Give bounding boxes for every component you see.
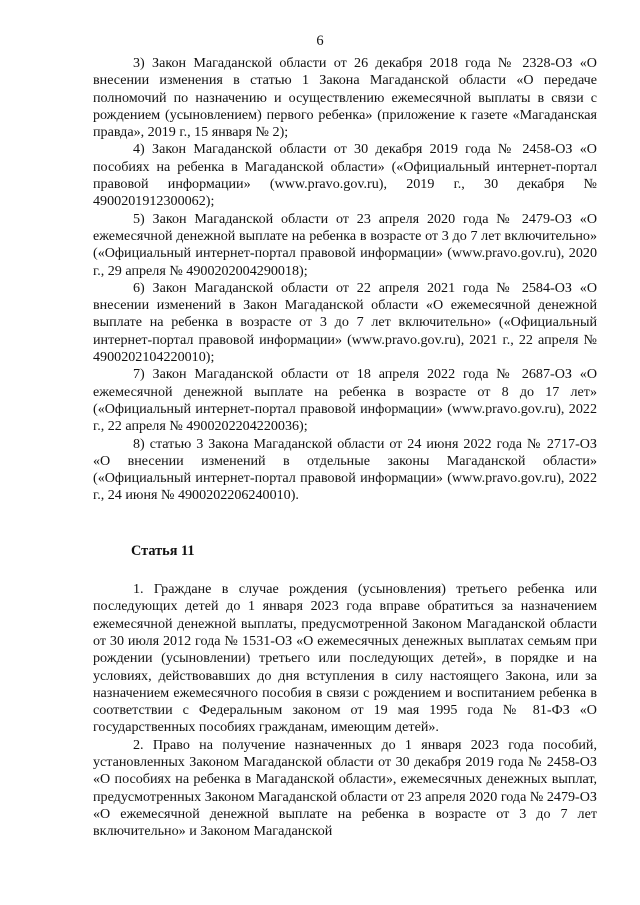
list-item: 4) Закон Магаданской области от 30 декабря 2019 года № 2458-ОЗ «О пособиях на ребенка в Магаданской области» («Официальный интернет-портал правовой информации» (www.pravo.gov.ru), 2019 г., 30 декабря № 4900201912300062); <box>93 141 597 210</box>
article-paragraph: 2. Право на получение назначенных до 1 января 2023 года пособий, установленных Законом Магаданской области от 30 декабря 2019 года № 2458-ОЗ «О пособиях на ребенка в Магаданской области», ежемесячных денежных выплат, предусмотренных Законом Магаданской области от 23 апреля 2020 года № 2479-ОЗ «О ежемесячной денежной выплате на ребенка в возрасте от 3 до 7 лет включительно» и Законом Магаданской <box>93 736 597 840</box>
repealed-laws-list <box>93 55 597 505</box>
list-item: 6) Закон Магаданской области от 22 апреля 2021 года № 2584-ОЗ «О внесении изменений в Закон Магаданской области «О ежемесячной денежной выплате на ребенка в возрасте от 3 до 7 лет включительно» («Официальный интернет-портал правовой информации» (www.pravo.gov.ru), 2021 г., 22 апреля № 4900202104220010); <box>93 279 597 366</box>
list-item: 3) Закон Магаданской области от 26 декабря 2018 года № 2328-ОЗ «О внесении изменения в статью 1 Закона Магаданской области «О передаче полномочий по назначению и осуществлению ежемесячной выплаты в связи с рождением (усыновлением) первого ребенка» (приложение к газете «Магаданская правда», 2019 г., 15 января № 2); <box>93 55 597 141</box>
article-text <box>93 581 597 840</box>
page-number: 6 <box>316 33 324 49</box>
article-paragraph: 1. Граждане в случае рождения (усыновления) третьего ребенка или последующих детей до 1 января 2023 года вправе обратиться за назначением ежемесячной денежной выплаты, предусмотренной Законом Магаданской области от 30 июля 2012 года № 1531-ОЗ «О ежемесячных денежных выплатах семьям при рождении (усыновлении) третьего или последующих детей», в порядке и на условиях, действовавших до дня вступления в силу настоящего Закона, или за назначением ежемесячного пособия в связи с рождением и воспитанием ребенка в соответствии с Федеральным законом от 19 мая 1995 года № 81-ФЗ «О государственных пособиях гражданам, имеющим детей». <box>93 581 597 736</box>
list-item: 5) Закон Магаданской области от 23 апреля 2020 года № 2479-ОЗ «О ежемесячной денежной выплате на ребенка в возрасте от 3 до 7 лет включительно» («Официальный интернет-портал правовой информации» (www.pravo.gov.ru), 2020 г., 29 апреля № 4900202004290018); <box>93 210 597 279</box>
list-item: 7) Закон Магаданской области от 18 апреля 2022 года № 2687-ОЗ «О ежемесячной денежной выплате на ребенка в возрасте от 8 до 17 лет» («Официальный интернет-портал правовой информации» (www.pravo.gov.ru), 2022 г., 22 апреля № 4900202204220036); <box>93 366 597 435</box>
article-heading: Статья 11 <box>131 542 195 559</box>
list-item: 8) статью 3 Закона Магаданской области от 24 июня 2022 года № 2717-ОЗ «О внесении изменений в отдельные законы Магаданской области» («Официальный интернет-портал правовой информации» (www.pravo.gov.ru), 2022 г., 24 июня № 4900202206240010). <box>93 435 597 504</box>
document-body <box>93 55 597 840</box>
